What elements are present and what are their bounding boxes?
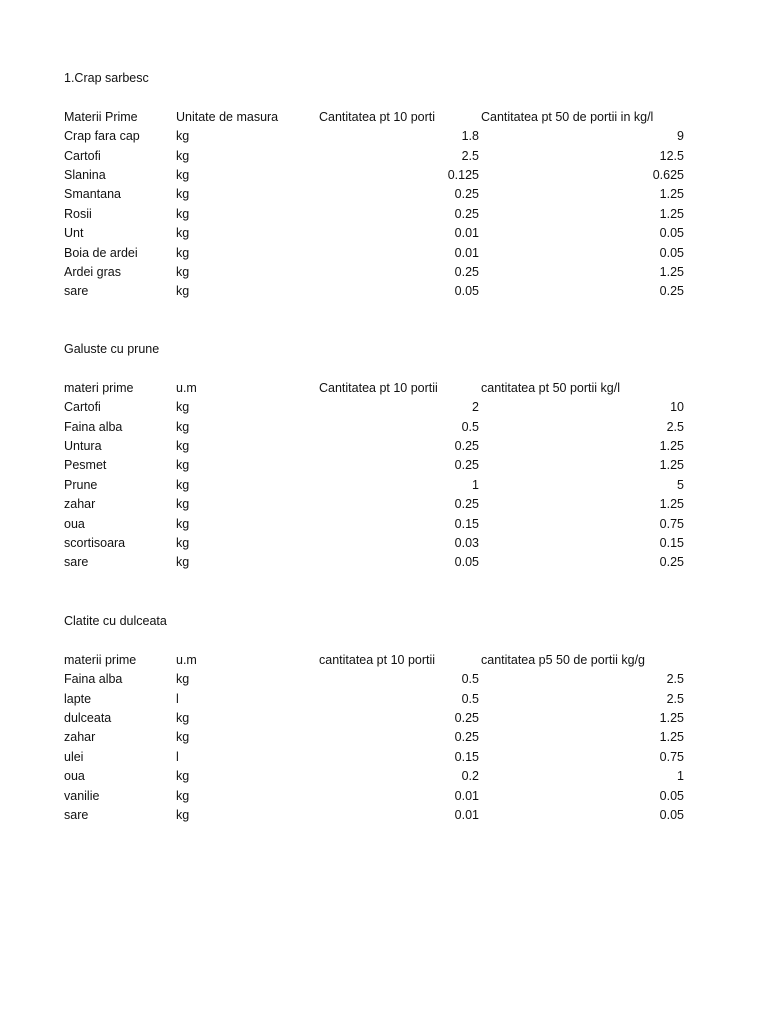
ingredient-unit: kg bbox=[176, 788, 190, 803]
recipe-section bbox=[64, 612, 704, 822]
ingredient-name: Pesmet bbox=[64, 458, 107, 473]
quantity-50-portions: 0.25 bbox=[659, 555, 684, 570]
ingredient-unit: kg bbox=[176, 206, 190, 221]
table-row bbox=[64, 553, 704, 572]
ingredient-name: Untura bbox=[64, 439, 102, 453]
header-quantity-50: cantitatea p5 50 de portii kg/g bbox=[481, 652, 646, 667]
ingredient-name: ulei bbox=[64, 749, 84, 764]
recipe-title: Clatite cu dulceata bbox=[64, 614, 167, 628]
quantity-10-portions: 0.25 bbox=[454, 265, 479, 279]
quantity-10-portions: 0.15 bbox=[454, 516, 479, 531]
recipe-title: 1.Crap sarbesc bbox=[64, 71, 149, 85]
quantity-50-portions: 2.5 bbox=[666, 691, 684, 706]
table-row bbox=[64, 185, 704, 204]
ingredient-name: sare bbox=[64, 808, 89, 822]
quantity-10-portions: 0.2 bbox=[461, 769, 479, 784]
table-row bbox=[64, 456, 704, 475]
table-row bbox=[64, 147, 704, 166]
ingredient-unit: kg bbox=[176, 672, 190, 687]
table-row bbox=[64, 398, 704, 417]
quantity-50-portions: 1 bbox=[677, 769, 684, 784]
quantity-10-portions: 0.01 bbox=[454, 808, 479, 822]
quantity-50-portions: 0.75 bbox=[659, 749, 684, 764]
quantity-10-portions: 1.8 bbox=[461, 129, 479, 144]
table-row bbox=[64, 224, 704, 243]
quantity-10-portions: 0.25 bbox=[454, 730, 479, 745]
quantity-10-portions: 0.5 bbox=[461, 672, 479, 687]
ingredient-name: oua bbox=[64, 516, 85, 531]
ingredient-name: Rosii bbox=[64, 206, 92, 221]
quantity-10-portions: 0.01 bbox=[454, 245, 479, 260]
header-quantity-10: cantitatea pt 10 portii bbox=[319, 652, 436, 667]
header-quantity-10: Cantitatea pt 10 porti bbox=[319, 109, 436, 124]
table-row bbox=[64, 806, 704, 825]
quantity-50-portions: 1.25 bbox=[659, 497, 684, 512]
table-header-row bbox=[64, 108, 704, 127]
quantity-10-portions: 0.01 bbox=[454, 788, 479, 803]
ingredient-name: Ardei gras bbox=[64, 265, 121, 279]
ingredient-unit: kg bbox=[176, 419, 190, 434]
quantity-50-portions: 2.5 bbox=[666, 419, 684, 434]
table-row bbox=[64, 244, 704, 263]
ingredient-name: oua bbox=[64, 769, 85, 784]
header-ingredient: Materii Prime bbox=[64, 109, 138, 124]
ingredient-unit: kg bbox=[176, 439, 190, 453]
quantity-50-portions: 0.15 bbox=[659, 536, 684, 550]
quantity-10-portions: 0.03 bbox=[454, 536, 479, 550]
ingredient-name: Boia de ardei bbox=[64, 245, 138, 260]
ingredient-unit: kg bbox=[176, 458, 190, 473]
quantity-10-portions: 1 bbox=[472, 477, 479, 492]
ingredient-name: Faina alba bbox=[64, 419, 123, 434]
recipe-section bbox=[64, 340, 704, 570]
ingredient-unit: kg bbox=[176, 265, 190, 279]
quantity-10-portions: 0.25 bbox=[454, 187, 479, 202]
quantity-50-portions: 0.05 bbox=[659, 245, 684, 260]
quantity-10-portions: 0.5 bbox=[461, 691, 479, 706]
header-ingredient: materi prime bbox=[64, 380, 134, 395]
quantity-10-portions: 2 bbox=[472, 400, 479, 415]
table-row bbox=[64, 418, 704, 437]
ingredient-unit: l bbox=[176, 749, 179, 764]
quantity-50-portions: 2.5 bbox=[666, 672, 684, 687]
table-row bbox=[64, 127, 704, 146]
quantity-50-portions: 1.25 bbox=[659, 265, 684, 279]
header-quantity-10: Cantitatea pt 10 portii bbox=[319, 380, 438, 395]
quantity-10-portions: 0.25 bbox=[454, 711, 479, 725]
ingredient-name: Unt bbox=[64, 226, 84, 241]
ingredient-unit: kg bbox=[176, 129, 190, 144]
table-row bbox=[64, 787, 704, 806]
ingredient-unit: kg bbox=[176, 187, 190, 202]
ingredient-name: lapte bbox=[64, 691, 92, 706]
ingredient-unit: kg bbox=[176, 284, 190, 299]
table-row bbox=[64, 495, 704, 514]
table-row bbox=[64, 728, 704, 747]
quantity-50-portions: 1.25 bbox=[659, 206, 684, 221]
quantity-50-portions: 0.25 bbox=[659, 284, 684, 299]
quantity-50-portions: 1.25 bbox=[659, 458, 684, 473]
quantity-10-portions: 0.5 bbox=[461, 419, 479, 434]
ingredient-name: Crap fara cap bbox=[64, 129, 140, 144]
table-row bbox=[64, 748, 704, 767]
table-header-row bbox=[64, 651, 704, 670]
ingredient-name: Slanina bbox=[64, 168, 106, 182]
quantity-50-portions: 0.05 bbox=[659, 808, 684, 822]
ingredient-name: Faina alba bbox=[64, 672, 123, 687]
ingredient-name: sare bbox=[64, 284, 89, 299]
header-ingredient: materii prime bbox=[64, 652, 137, 667]
header-unit: u.m bbox=[176, 652, 197, 667]
ingredient-unit: kg bbox=[176, 536, 190, 550]
quantity-50-portions: 1.25 bbox=[659, 187, 684, 202]
table-row bbox=[64, 670, 704, 689]
table-row bbox=[64, 437, 704, 456]
quantity-50-portions: 5 bbox=[677, 477, 684, 492]
ingredient-unit: kg bbox=[176, 516, 190, 531]
table-row bbox=[64, 515, 704, 534]
quantity-10-portions: 2.5 bbox=[461, 148, 479, 163]
ingredient-unit: kg bbox=[176, 168, 190, 182]
ingredient-unit: kg bbox=[176, 148, 190, 163]
quantity-10-portions: 0.125 bbox=[447, 168, 479, 182]
ingredient-unit: kg bbox=[176, 711, 190, 725]
header-quantity-50: Cantitatea pt 50 de portii in kg/l bbox=[481, 109, 654, 124]
ingredient-name: Smantana bbox=[64, 187, 121, 202]
ingredient-unit: kg bbox=[176, 226, 190, 241]
quantity-50-portions: 1.25 bbox=[659, 730, 684, 745]
table-row bbox=[64, 166, 704, 185]
quantity-10-portions: 0.05 bbox=[454, 284, 479, 299]
ingredient-name: Cartofi bbox=[64, 148, 101, 163]
quantity-50-portions: 0.625 bbox=[652, 168, 684, 182]
quantity-50-portions: 0.05 bbox=[659, 788, 684, 803]
ingredient-name: Prune bbox=[64, 477, 98, 492]
ingredient-unit: kg bbox=[176, 477, 190, 492]
ingredient-unit: l bbox=[176, 691, 179, 706]
quantity-50-portions: 9 bbox=[677, 129, 684, 144]
header-quantity-50: cantitatea pt 50 portii kg/l bbox=[481, 380, 620, 395]
table-row bbox=[64, 709, 704, 728]
ingredient-unit: kg bbox=[176, 730, 190, 745]
recipe-title: Galuste cu prune bbox=[64, 342, 160, 356]
quantity-50-portions: 0.05 bbox=[659, 226, 684, 241]
quantity-50-portions: 0.75 bbox=[659, 516, 684, 531]
quantity-10-portions: 0.25 bbox=[454, 206, 479, 221]
header-unit: u.m bbox=[176, 380, 197, 395]
table-header-row bbox=[64, 379, 704, 398]
quantity-10-portions: 0.01 bbox=[454, 226, 479, 241]
header-unit: Unitate de masura bbox=[176, 109, 279, 124]
table-row bbox=[64, 282, 704, 301]
quantity-10-portions: 0.25 bbox=[454, 497, 479, 512]
ingredient-unit: kg bbox=[176, 555, 190, 570]
quantity-10-portions: 0.25 bbox=[454, 458, 479, 473]
quantity-10-portions: 0.05 bbox=[454, 555, 479, 570]
ingredient-unit: kg bbox=[176, 400, 190, 415]
quantity-10-portions: 0.25 bbox=[454, 439, 479, 453]
table-row bbox=[64, 263, 704, 282]
ingredient-unit: kg bbox=[176, 245, 190, 260]
ingredient-unit: kg bbox=[176, 769, 190, 784]
ingredient-unit: kg bbox=[176, 808, 190, 822]
ingredient-name: dulceata bbox=[64, 711, 112, 725]
quantity-10-portions: 0.15 bbox=[454, 749, 479, 764]
table-row bbox=[64, 534, 704, 553]
ingredient-name: zahar bbox=[64, 730, 96, 745]
table-row bbox=[64, 205, 704, 224]
ingredient-name: zahar bbox=[64, 497, 96, 512]
table-row bbox=[64, 767, 704, 786]
ingredient-name: vanilie bbox=[64, 788, 100, 803]
table-row bbox=[64, 476, 704, 495]
quantity-50-portions: 1.25 bbox=[659, 439, 684, 453]
quantity-50-portions: 1.25 bbox=[659, 711, 684, 725]
ingredient-name: scortisoara bbox=[64, 536, 126, 550]
ingredient-name: Cartofi bbox=[64, 400, 101, 415]
ingredient-name: sare bbox=[64, 555, 89, 570]
ingredient-unit: kg bbox=[176, 497, 190, 512]
quantity-50-portions: 10 bbox=[670, 400, 684, 415]
table-row bbox=[64, 690, 704, 709]
recipe-section bbox=[64, 69, 704, 299]
quantity-50-portions: 12.5 bbox=[659, 148, 684, 163]
